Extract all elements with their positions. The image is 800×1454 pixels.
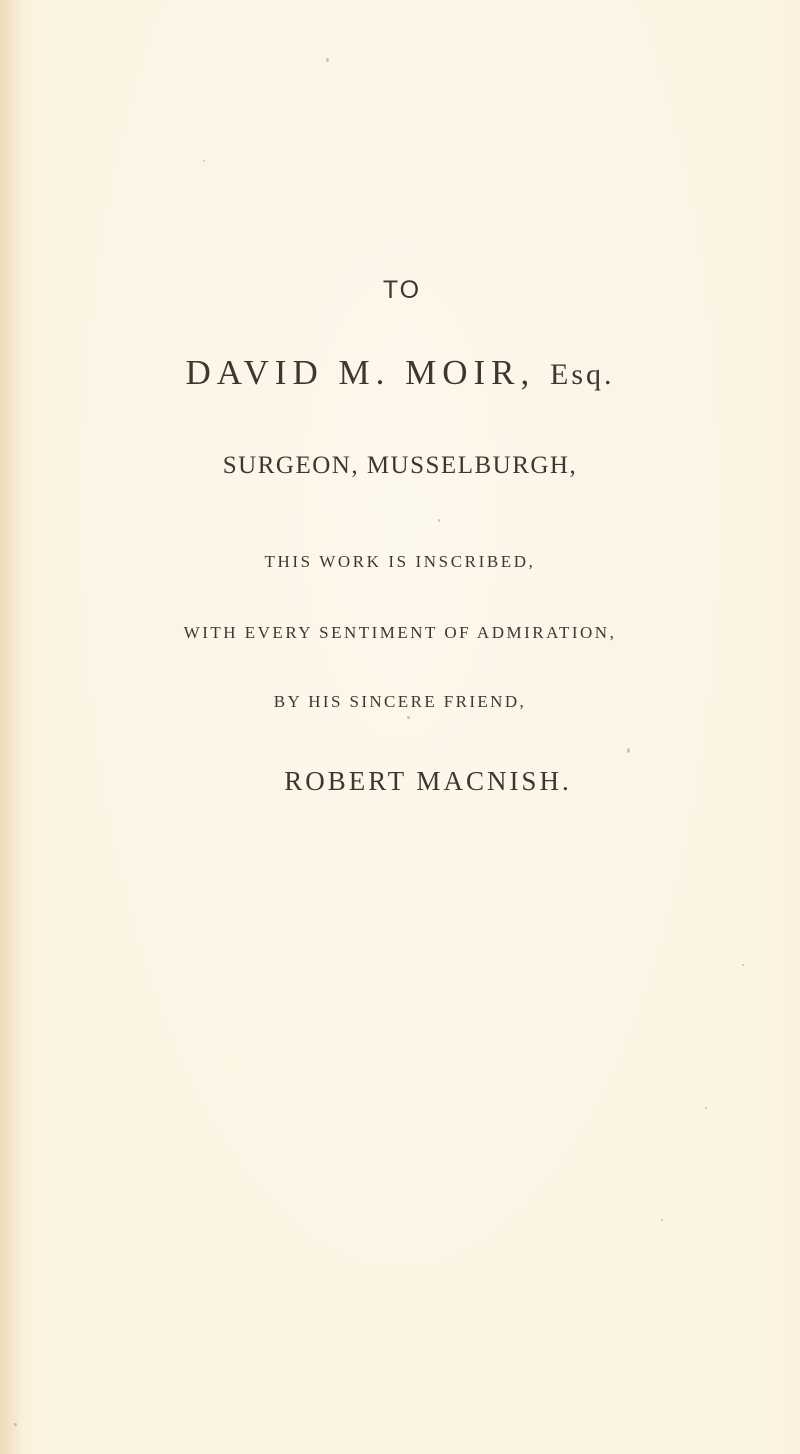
dedicatee-role: SURGEON, MUSSELBURGH,: [222, 452, 578, 479]
dedicatee-name: [0, 353, 800, 393]
sentiment-line: WITH EVERY SENTIMENT OF ADMIRATION,: [183, 623, 617, 642]
paper-speck: [742, 964, 744, 966]
page-edge-shadow: [0, 0, 22, 1454]
paper-speck: [407, 716, 410, 719]
paper-speck: [203, 160, 205, 162]
inscription-line: THIS WORK IS INSCRIBED,: [264, 552, 536, 571]
dedication-to-heading: TO: [382, 276, 422, 304]
paper-speck: [14, 1423, 17, 1426]
dedicatee-name-text: DAVID M. MOIR,: [185, 353, 536, 392]
paper-speck: [326, 58, 329, 62]
paper-speck: [627, 748, 630, 753]
dedicatee-honorific: Esq.: [550, 358, 615, 391]
paper-speck: [661, 1219, 663, 1221]
friend-line: BY HIS SINCERE FRIEND,: [273, 692, 527, 711]
paper-speck: [705, 1107, 707, 1109]
paper-speck: [438, 519, 440, 522]
author-signature: ROBERT MACNISH.: [284, 766, 572, 796]
